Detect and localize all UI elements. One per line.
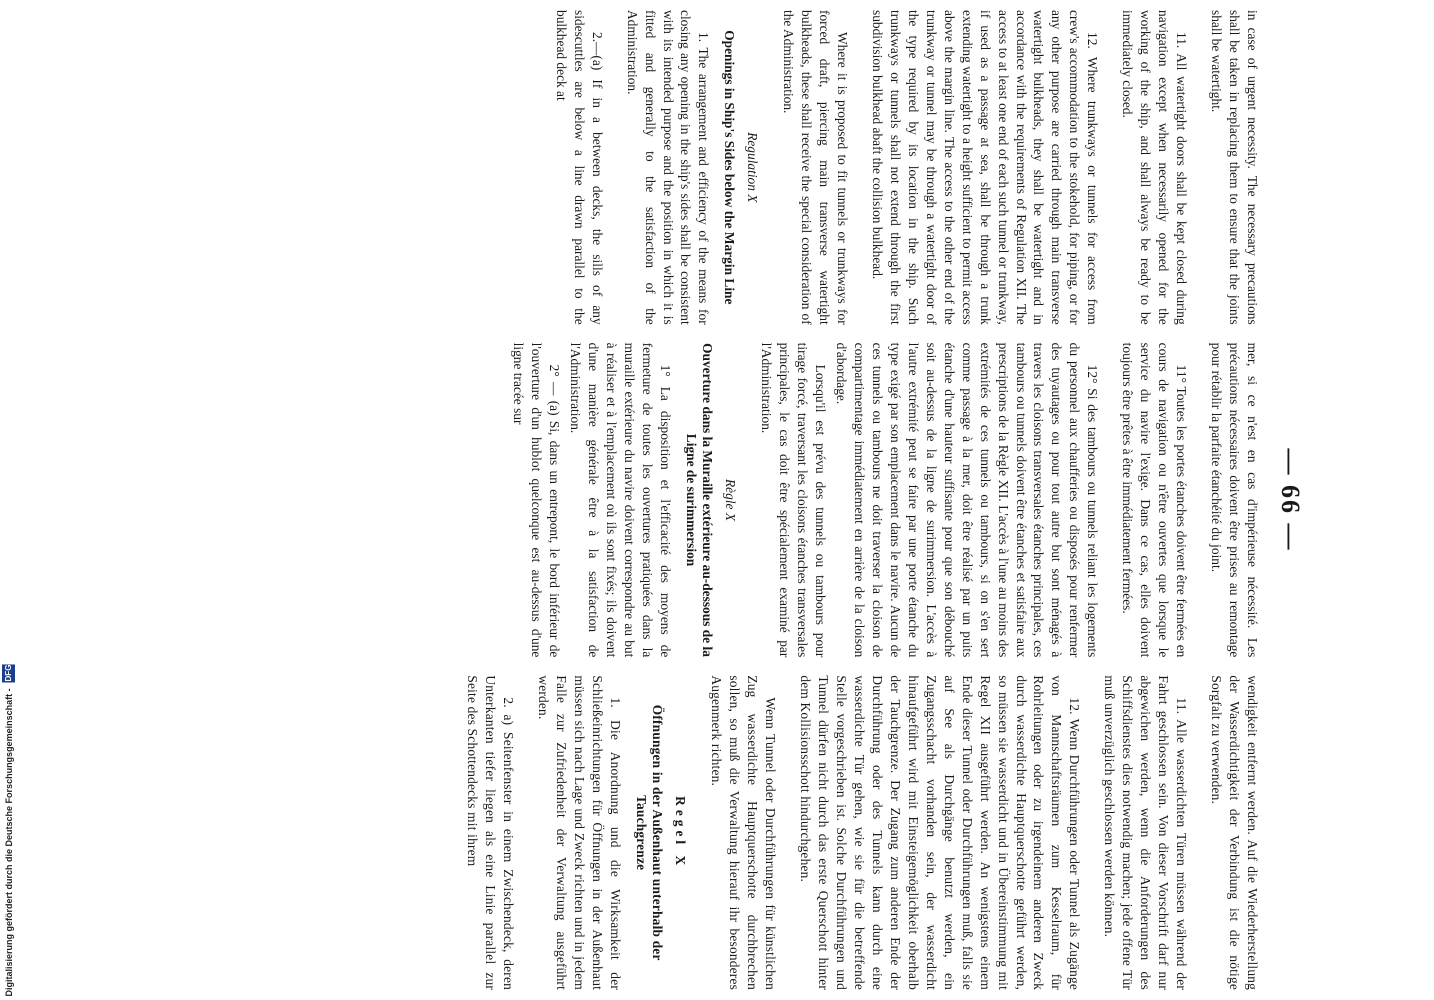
footer-text: Digitalisierung gefördert durch die Deutsche Forschungsgemeinschaft - — [4, 687, 14, 996]
french-paragraph-continued: mer, si ce n'est en cas d'impérieuse nécessité. Les précautions nécessaires doivent être prises au remontage pour rétablir la parfaite étanchéité du joint. — [1209, 342, 1260, 658]
german-paragraph-1: 1. Die Anordnung und die Wirksamkeit der Schließeinrichtungen für Öffnungen in der Außenhaut müssen sich nach Lage und Zweck richten und in jedem Falle zur Zufriedenheit der Verwaltung ausgeführt werden. — [536, 675, 623, 991]
three-language-columns — [137, 10, 1261, 990]
german-paragraph-2: 2. a) Seitenfenster in einem Zwischendeck, deren Unterkanten tiefer liegen als eine Linie parallel zur Seite des Schottendecks mit ihrem — [465, 675, 517, 991]
german-paragraph-11: 11. Alle wasserdichten Türen müssen während der Fahrt geschlossen sein. Von dieser Vorschrift darf nur abgewichen werden, wenn die Anforderungen des Schiffsdienstes dies notwendig machen; jede offene Tür muß unverzüglich geschlossen werden können. — [1102, 675, 1190, 991]
german-paragraph-continued: wendigkeit entfernt werden. Auf die Wiederherstellung der Wasserdichtigkeit der Verbindung ist die nötige Sorgfalt zu verwenden. — [1209, 675, 1260, 991]
german-section-title: Öffnungen in der Außenhaut unterhalb der Tauchgrenze — [633, 704, 666, 961]
dfg-logo: DFG — [4, 664, 13, 682]
french-column — [137, 343, 1261, 658]
english-paragraph-11: 11. All watertight doors shall be kept closed during navigation except when necessarily opened for the working of the ship, and shall always be ready to be immediately closed. — [1120, 10, 1190, 325]
page-number: — 66 — — [1276, 448, 1305, 552]
german-column — [137, 675, 1261, 990]
english-section-title: Openings in Ship's Sides below the Margin Line — [722, 30, 738, 305]
digitization-footer — [2, 664, 15, 996]
english-paragraph-12: 12. Where trunkways or tunnels for access from crew's accommodation to the stokehold, for piping, or for any other purpose are carried through main transverse watertight bulkheads, they shall be watertight and in accordance with the requirements of Regulation XII. The access to at least one end of each such tunnel or trunkway, if used as a passage at sea, shall be through a trunk extending watertight to a height sufficient to permit access above the margin line. The access to the other end of the trunkway or tunnel may be through a watertight door of the type required by its location in the ship. Such trunkways or tunnels shall not extend through the first subdivision bulkhead abaft the collision bulkhead. — [869, 10, 1101, 325]
french-section-title: Ouverture dans la Muraille extérieure au-dessous de la Ligne de surimmersion — [683, 343, 716, 657]
english-regulation-heading: Regulation X — [745, 132, 761, 203]
german-regulation-heading: Regel X — [673, 796, 689, 870]
french-regulation-heading: Règle X — [723, 479, 739, 522]
scanned-page — [137, 10, 1305, 991]
french-paragraph-11: 11° Toutes les portes étanches doivent être fermées en cours de navigation ou n'être ouvertes que lorsque le service du navire l'exige. Dans ce cas, elles doivent toujours être prêtes à être immédiatement fermées. — [1120, 342, 1190, 658]
french-paragraph-12: 12° Si des tambours ou tunnels reliant les logements du personnel aux chaufferies ou disposés pour renfermer des tuyautages ou pour tout autre but sont ménagés à travers les cloisons transversales étanches principales, ces tambours ou tunnels doivent être étanches et satisfaire aux prescriptions de la Règle XII. L'accès à l'une au moins des extrémités de ces tunnels ou tambours, si on s'en sert comme passage à la mer, doit être réalisé par un puits étanche d'une hauteur suffisante pour que son débouché soit au-dessus de la ligne de surimmersion. L'accès à l'autre extrémité peut se faire par une porte étanche du type exigé par son emplacement dans le navire. Aucun de ces tunnels ou tambours ne doit traverser la cloison de compartimentage immédiatement en arrière de la cloison d'abordage. — [833, 342, 1101, 658]
german-paragraph-forced-draft: Wenn Tunnel oder Durchführungen für künstlichen Zug wasserdichte Hauptquerschotte durchbrechen sollen, so muß die Verwaltung hierauf ihr besonderes Augenmerk richten. — [709, 675, 779, 991]
english-paragraph-forced-draft: Where it is proposed to fit tunnels or trunkways for forced draft, piercing main transverse watertight bulkheads, these shall receive the special consideration of the Administration. — [781, 10, 850, 325]
english-paragraph-2: 2.—(a) If in a between decks, the sills of any sidescuttles are below a line drawn parallel to the bulkhead deck at — [553, 10, 605, 325]
german-paragraph-12: 12. Wenn Durchführungen oder Tunnel als Zugänge von Mannschaftsräumen zum Kesselraum, für Rohrleitungen oder zu irgendeinem anderen Zweck durch wasserdichte Hauptquerschotte geführt werden, so müssen sie wasserdicht und in Übereinstimmung mit Regel XII ausgeführt werden. An wenigstens einem Ende dieser Tunnel oder Durchführungen muß, falls sie auf See als Durchgänge benutzt werden, ein Zugangsschacht vorhanden sein, der wasserdicht hinaufgeführt wird mit Einsteigemöglichkeit oberhalb der Tauchgrenze. Der Zugang zum anderen Ende der Durchführung oder des Tunnels kann durch eine wasserdichte Tür gehen, wie sie für die betreffende Stelle vorgeschrieben ist. Solche Durchführungen und Tunnel dürfen nicht durch das erste Querschott hinter dem Kollisionsschott hindurchgehen. — [798, 675, 1083, 991]
french-paragraph-1: 1° La disposition et l'efficacité des moyens de fermeture de toutes les ouvertures pratiquées dans la muraille extérieure du navire doivent correspondre au but à réaliser et à l'emplacement où ils sont fixés; ils doivent d'une manière générale être à la satisfaction de l'Administration. — [568, 342, 673, 658]
french-paragraph-forced-draft: Lorsqu'il est prévu des tunnels ou tambours pour tirage forcé, traversant les cloisons étanches transversales principales, le cas doit être spécialement examiné par l'Administration. — [759, 342, 829, 658]
english-column — [137, 10, 1261, 325]
french-paragraph-2: 2° — (a) Si, dans un entrepont, le bord inférieur de l'ouverture d'un hublot quelconque est au-dessus d'une ligne tracée sur — [511, 342, 563, 658]
english-paragraph-1: 1. The arrangement and efficiency of the means for closing any opening in the ship's sides shall be consistent with its intended purpose and the position in which it is fitted and generally to the satisfaction of the Administration. — [624, 10, 712, 325]
english-paragraph-continued: in case of urgent necessity. The necessary precautions shall be taken in replacing them to ensure that the joints shall be watertight. — [1209, 10, 1260, 325]
